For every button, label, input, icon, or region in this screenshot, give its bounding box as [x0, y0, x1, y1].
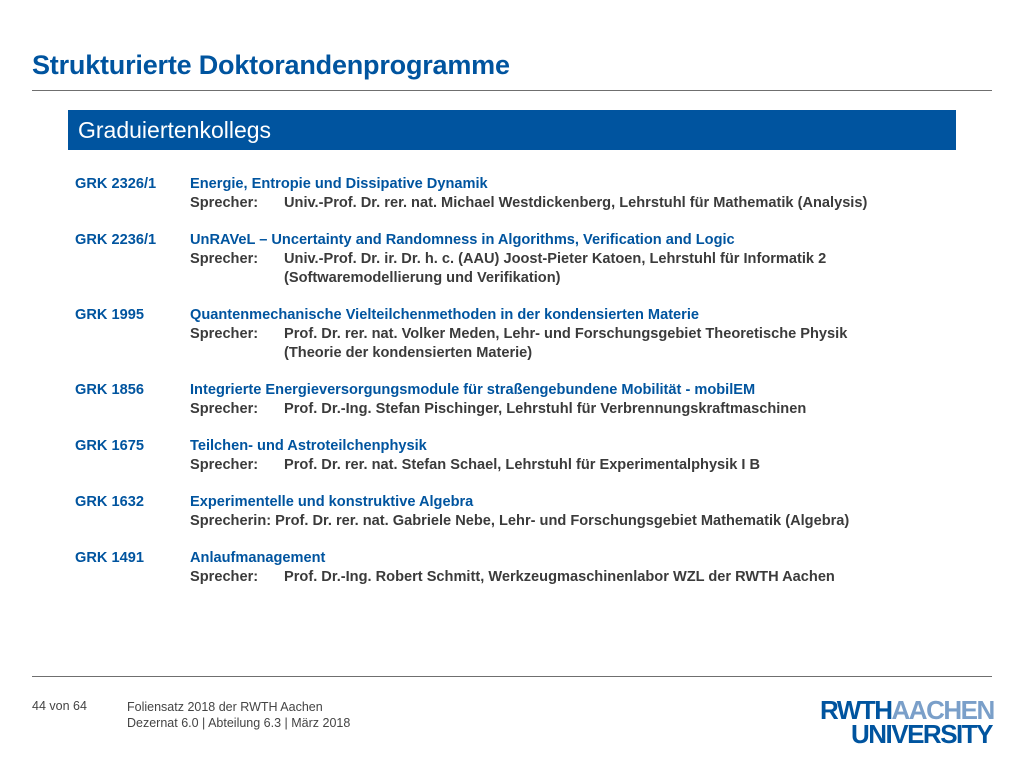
grk-entry	[75, 381, 975, 419]
grk-title-line	[75, 493, 975, 512]
speaker-text: Univ.-Prof. Dr. ir. Dr. h. c. (AAU) Joost-Pieter Katoen, Lehrstuhl für Informatik 2	[284, 251, 827, 267]
rwth-logo	[820, 695, 994, 749]
speaker-text: Prof. Dr. rer. nat. Stefan Schael, Lehrstuhl für Experimentalphysik I B	[284, 457, 761, 473]
grk-title: UnRAVeL – Uncertainty and Randomness in Algorithms, Verification and Logic	[190, 232, 735, 248]
grk-entry	[75, 549, 975, 587]
grk-code: GRK 1491	[75, 550, 144, 566]
speaker-text-cont: (Softwaremodellierung und Verifikation)	[284, 270, 561, 286]
speaker-label: Sprecher:	[190, 251, 259, 267]
grk-title: Anlaufmanagement	[190, 550, 326, 566]
footer-info	[127, 699, 350, 731]
logo-university: UNIVERSITY	[850, 719, 992, 749]
speaker-label: Sprecher:	[190, 401, 259, 417]
speaker-text: Univ.-Prof. Dr. rer. nat. Michael Westdickenberg, Lehrstuhl für Mathematik (Analysis)	[284, 195, 868, 211]
grk-code: GRK 1675	[75, 438, 144, 454]
grk-code: GRK 1995	[75, 307, 144, 323]
title-divider	[32, 90, 992, 91]
grk-title: Energie, Entropie und Dissipative Dynamik	[190, 176, 488, 192]
grk-code: GRK 2236/1	[75, 232, 157, 248]
speaker-text: Prof. Dr. rer. nat. Volker Meden, Lehr- und Forschungsgebiet Theoretische Physik	[284, 326, 848, 342]
grk-speaker-line	[75, 194, 975, 213]
grk-code: GRK 1856	[75, 382, 144, 398]
grk-title: Experimentelle und konstruktive Algebra	[190, 494, 474, 510]
speaker-label: Sprecher:	[190, 326, 259, 342]
grk-entry	[75, 175, 975, 213]
grk-title-line	[75, 231, 975, 250]
grk-speaker-line	[75, 568, 975, 587]
grk-speaker-line	[75, 250, 975, 269]
speaker-label: Sprecher:	[190, 195, 259, 211]
grk-entry	[75, 231, 975, 288]
grk-title: Integrierte Energieversorgungsmodule für straßengebundene Mobilität - mobilEM	[190, 382, 756, 398]
grk-entry	[75, 493, 975, 531]
grk-entry	[75, 306, 975, 363]
grk-speaker-cont-line	[75, 344, 975, 363]
grk-title: Teilchen- und Astroteilchenphysik	[190, 438, 427, 454]
grk-speaker-line	[75, 456, 975, 475]
grk-speaker-line	[75, 512, 975, 531]
grk-title-line	[75, 306, 975, 325]
logo-aachen: AACHEN	[891, 695, 994, 725]
grk-entry	[75, 437, 975, 475]
grk-title: Quantenmechanische Vielteilchenmethoden in der kondensierten Materie	[190, 307, 700, 323]
speaker-text-cont: (Theorie der kondensierten Materie)	[284, 345, 533, 361]
page-number: 44 von 64	[32, 699, 87, 713]
speaker-text: Prof. Dr.-Ing. Stefan Pischinger, Lehrstuhl für Verbrennungskraftmaschinen	[284, 401, 807, 417]
section-banner	[68, 110, 956, 150]
footer-divider	[32, 676, 992, 677]
footer-line-2: Dezernat 6.0 | Abteilung 6.3 | März 2018	[127, 716, 351, 730]
grk-title-line	[75, 175, 975, 194]
speaker-text: Prof. Dr.-Ing. Robert Schmitt, Werkzeugmaschinenlabor WZL der RWTH Aachen	[284, 569, 835, 585]
grk-speaker-line	[75, 400, 975, 419]
speaker-text: Sprecherin: Prof. Dr. rer. nat. Gabriele Nebe, Lehr- und Forschungsgebiet Mathematik (Algebra)	[190, 513, 850, 529]
section-title: Graduiertenkollegs	[78, 116, 272, 143]
grk-title-line	[75, 437, 975, 456]
speaker-label: Sprecher:	[190, 457, 259, 473]
grk-code: GRK 2326/1	[75, 176, 157, 192]
grk-title-line	[75, 549, 975, 568]
footer-line-1: Foliensatz 2018 der RWTH Aachen	[127, 700, 323, 714]
grk-speaker-cont-line	[75, 269, 975, 288]
logo-rwth: RWTH	[820, 695, 892, 725]
grk-speaker-line	[75, 325, 975, 344]
grk-code: GRK 1632	[75, 494, 144, 510]
grk-title-line	[75, 381, 975, 400]
speaker-label: Sprecher:	[190, 569, 259, 585]
grk-list	[75, 175, 975, 605]
slide-title: Strukturierte Doktorandenprogramme	[32, 50, 510, 80]
